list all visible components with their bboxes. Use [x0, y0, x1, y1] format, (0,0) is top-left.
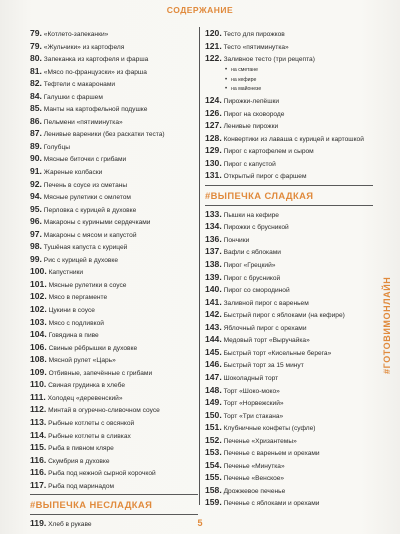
entry-title: Макароны с мясом и капустой [43, 231, 137, 239]
entry-title: Говядина в пиве [48, 332, 99, 340]
entry-page-number: 142. [205, 309, 222, 320]
contents-entry [30, 342, 198, 355]
contents-entry [30, 78, 198, 91]
contents-entry [205, 145, 380, 158]
contents-entry [205, 472, 380, 485]
entry-title: Дрожжевое печенье [223, 487, 286, 495]
entry-page-number: 102. [30, 291, 47, 302]
entry-page-number: 86. [30, 115, 42, 126]
entry-page-number: 87. [30, 128, 42, 139]
contents-entry [30, 179, 198, 192]
contents-entry [30, 304, 198, 317]
entry-page-number: 136. [205, 233, 222, 244]
entry-title: Печенье с яблоками и орехами [223, 500, 320, 508]
entry-title: «Котлето-запеканки» [43, 31, 109, 38]
contents-entry [205, 95, 380, 108]
contents-entry [205, 158, 380, 171]
contents-entry [30, 442, 198, 455]
entry-title: Хлеб в рукаве [48, 521, 92, 529]
contents-entry [205, 497, 380, 510]
contents-entry [205, 334, 380, 347]
contents-entry [30, 417, 198, 430]
entry-page-number: 134. [205, 221, 222, 232]
entry-page-number: 109. [30, 366, 47, 377]
entry-page-number: 79. [30, 28, 42, 38]
entry-title: Жареные колбаски [43, 169, 103, 177]
contents-entry [30, 367, 198, 380]
entry-title: Цукини в соусе [48, 307, 95, 315]
entry-page-number: 116. [30, 454, 47, 465]
contents-entry [30, 467, 198, 480]
entry-title: Тушёная капуста с курицей [43, 244, 128, 252]
entry-page-number: 103. [30, 316, 47, 327]
contents-entry [30, 53, 198, 66]
contents-entry [205, 297, 380, 310]
entry-title: Шоколадный торт [223, 374, 279, 382]
entry-page-number: 111. [30, 391, 46, 402]
entry-page-number: 99. [30, 253, 42, 264]
entry-title: Тесто для пирожков [223, 31, 285, 38]
contents-entry [30, 379, 198, 392]
contents-entry [30, 291, 198, 304]
entry-page-number: 106. [30, 341, 47, 352]
entry-page-number: 129. [205, 145, 222, 156]
entry-page-number: 159. [205, 497, 222, 508]
contents-entry [205, 284, 380, 297]
contents-entry [205, 460, 380, 473]
entry-title: Холодец «деревенский» [47, 394, 123, 402]
entry-page-number: 147. [205, 371, 222, 382]
entry-title: Печень в соусе из сметаны [43, 181, 128, 189]
section-heading: #ВЫПЕЧКА СЛАДКАЯ [205, 189, 314, 201]
entry-page-number: 112. [30, 404, 47, 415]
contents-entry [205, 359, 380, 372]
entry-title: Конвертики из лаваша с курицей и картошкой [223, 136, 364, 143]
contents-entry [30, 329, 198, 342]
entry-title: Ленивые вареники (без раскатки теста) [43, 131, 165, 139]
contents-entry [205, 209, 380, 222]
entry-title: Капустники [48, 269, 84, 277]
entry-page-number: 130. [205, 157, 222, 168]
entry-title: Голубцы [43, 143, 70, 151]
entry-page-number: 133. [205, 208, 222, 219]
entry-title: Пышки на кефире [223, 211, 279, 219]
entry-title: Вафли с яблоками [223, 249, 281, 257]
entry-page-number: 81. [30, 65, 42, 76]
entry-title: Скумбрия в духовке [48, 457, 110, 465]
entry-page-number: 89. [30, 140, 42, 151]
contents-title: СОДЕРЖАНИЕ [166, 5, 234, 15]
section-rule [30, 514, 198, 515]
entry-page-number: 146. [205, 359, 222, 370]
entry-title: Тефтели с макаронами [43, 81, 116, 89]
entry-title: Галушки с фаршем [43, 93, 103, 101]
entry-title: Печенье «Минутка» [223, 462, 285, 470]
contents-entry [205, 410, 380, 423]
entry-page-number: 150. [205, 409, 222, 420]
entry-title: Клубничные конфеты (суфле) [223, 425, 316, 433]
entry-page-number: 119. [30, 518, 47, 529]
entry-page-number: 85. [30, 103, 42, 114]
entry-page-number: 140. [205, 284, 222, 295]
contents-entry [30, 254, 198, 267]
section-rule [30, 494, 198, 495]
entry-page-number: 102. [30, 304, 47, 315]
contents-entry [205, 28, 380, 41]
contents-entry [30, 279, 198, 292]
entry-page-number: 120. [205, 28, 222, 38]
entry-page-number: 94. [30, 191, 42, 202]
entry-page-number: 144. [205, 334, 222, 345]
entry-page-number: 154. [205, 459, 222, 470]
contents-entry [30, 430, 198, 443]
entry-page-number: 117. [30, 479, 47, 490]
entry-page-number: 100. [30, 266, 47, 277]
contents-entry [30, 91, 198, 104]
contents-entry [205, 246, 380, 259]
entry-page-number: 141. [205, 296, 222, 307]
left-contents-column [30, 28, 198, 531]
entry-title: Отбивные, запечённые с грибами [48, 369, 153, 377]
entry-page-number: 145. [205, 346, 222, 357]
entry-title: Ленивые пирожки [223, 123, 279, 131]
entry-page-number: 101. [30, 278, 47, 289]
column-divider [199, 27, 200, 505]
entry-page-number: 92. [30, 178, 42, 189]
contents-entry [205, 422, 380, 435]
contents-entry [205, 41, 380, 54]
contents-entry [30, 41, 198, 54]
entry-page-number: 153. [205, 447, 222, 458]
entry-title: Медовый торт «Выручайка» [223, 337, 310, 345]
entry-page-number: 126. [205, 107, 222, 118]
entry-page-number: 127. [205, 120, 222, 131]
entry-page-number: 151. [205, 422, 222, 433]
contents-entry [205, 322, 380, 335]
entry-title: Пирог на сковороде [223, 110, 285, 118]
entry-page-number: 108. [30, 354, 47, 365]
entry-title: Пирожки с брусникой [223, 224, 289, 232]
contents-entry [30, 204, 198, 217]
contents-entry [30, 166, 198, 179]
right-contents-column [205, 28, 380, 510]
entry-page-number: 137. [205, 246, 222, 257]
section-rule [205, 205, 373, 206]
entry-page-number: 143. [205, 321, 222, 332]
entry-title: Торт «Норвежский» [223, 400, 284, 408]
entry-title: Мясные рулетики в соусе [48, 281, 127, 289]
entry-title: «Мясо по-французски» из фарша [43, 68, 147, 76]
entry-title: Быстрый торт «Кисельные берега» [223, 349, 332, 357]
contents-entry [30, 392, 198, 405]
entry-title: Быстрый торт за 15 минут [223, 362, 304, 370]
entry-page-number: 84. [30, 90, 42, 101]
contents-entry [30, 28, 198, 41]
entry-page-number: 115. [30, 442, 47, 453]
entry-title: «Жульчики» из картофеля [43, 43, 125, 51]
entry-page-number: 122. [205, 53, 222, 64]
entry-title: Пельмени «пятиминутка» [43, 118, 123, 126]
entry-title: Свиные рёбрышки в духовке [48, 344, 138, 352]
contents-entry [205, 221, 380, 234]
entry-page-number: 124. [205, 95, 222, 106]
entry-title: Печенье «Венское» [223, 475, 285, 483]
entry-page-number: 138. [205, 259, 222, 270]
entry-page-number: 152. [205, 434, 222, 445]
contents-entry [205, 272, 380, 285]
entry-title: Пирог со смородиной [223, 287, 290, 295]
entry-page-number: 149. [205, 397, 222, 408]
entry-title: Минтай в огуречно-сливочном соусе [48, 407, 160, 415]
contents-entry [30, 241, 198, 254]
entry-page-number: 95. [30, 203, 42, 214]
contents-entry [205, 133, 380, 145]
entry-page-number: 104. [30, 329, 47, 340]
entry-title: Рис с курицей в духовке [43, 256, 119, 264]
entry-page-number: 80. [30, 53, 42, 64]
entry-title: Рыба под маринадом [48, 482, 115, 490]
contents-entry [205, 385, 380, 398]
entry-title: Мясо в пергаменте [48, 294, 108, 302]
entry-page-number: 128. [205, 133, 222, 143]
contents-entry [30, 191, 198, 204]
side-hashtag: #ГОТОВИМОНЛАЙН [382, 276, 392, 374]
entry-title: Перловка с курицей в духовке [43, 206, 137, 214]
contents-entry [205, 259, 380, 272]
entry-title: Пончики [223, 236, 250, 244]
contents-entry [30, 266, 198, 279]
entry-page-number: 113. [30, 416, 47, 427]
entry-page-number: 121. [205, 40, 222, 51]
entry-title: Печенье с вареньем и орехами [223, 450, 320, 458]
entry-title: Пирожки-лепёшки [223, 98, 280, 106]
contents-entry [30, 153, 198, 166]
entry-title: Мясные биточки с грибами [43, 156, 127, 164]
entry-page-number: 155. [205, 472, 222, 483]
entry-page-number: 98. [30, 241, 42, 252]
entry-title: Макароны с куриными сердечками [43, 219, 151, 227]
entry-title: Заливной пирог с вареньем [223, 299, 309, 307]
contents-entry [30, 480, 198, 493]
entry-page-number: 97. [30, 228, 42, 239]
contents-entry [205, 170, 380, 183]
contents-entry [30, 354, 198, 367]
entry-page-number: 116. [30, 467, 47, 478]
entry-title: Торт «Шоко-моко» [223, 387, 280, 395]
page-number: 5 [197, 518, 203, 528]
contents-entry [30, 317, 198, 330]
entry-page-number: 114. [30, 429, 47, 440]
entry-title: Мясо с подливкой [48, 319, 104, 327]
contents-entry [30, 66, 198, 79]
contents-entry [30, 229, 198, 242]
entry-page-number: 131. [205, 170, 222, 181]
contents-entry [205, 435, 380, 448]
entry-title: Рыбные котлеты с овсянкой [48, 419, 135, 427]
entry-page-number: 110. [30, 379, 47, 390]
contents-entry [205, 120, 380, 133]
entry-title: Пирог с картофелем и сыром [223, 148, 314, 156]
entry-title: Пирог «Грецкий» [223, 262, 276, 270]
contents-subitem: • на кефире [205, 76, 380, 86]
entry-page-number: 82. [30, 78, 42, 89]
contents-entry [30, 116, 198, 129]
contents-entry [30, 141, 198, 154]
entry-page-number: 91. [30, 166, 42, 177]
entry-page-number: 96. [30, 216, 42, 227]
entry-title: Пирог с брусникой [223, 274, 281, 282]
entry-title: Манты на картофельной подушке [43, 106, 148, 114]
entry-title: Мясной рулет «Царь» [48, 357, 116, 365]
contents-entry [30, 128, 198, 141]
contents-entry [205, 397, 380, 410]
entry-title: Свиная грудинка в хлебе [48, 382, 125, 390]
contents-entry [30, 404, 198, 417]
contents-entry [30, 455, 198, 468]
entry-page-number: 148. [205, 384, 222, 395]
entry-title: Яблочный пирог с орехами [223, 324, 307, 332]
entry-title: Заливное тесто (три рецепта) [223, 56, 315, 64]
contents-entry [205, 108, 380, 121]
entry-title: Рыба под нежной сырной корочкой [48, 470, 156, 478]
entry-page-number: 90. [30, 153, 42, 164]
contents-entry [205, 309, 380, 322]
contents-subitem: • на сметане [205, 66, 380, 76]
contents-subitem: • на майонезе [205, 85, 380, 95]
contents-entry [205, 447, 380, 460]
contents-entry [205, 234, 380, 247]
entry-title: Тесто «пятиминутка» [223, 43, 289, 51]
entry-page-number: 158. [205, 484, 222, 495]
section-heading: #ВЫПЕЧКА НЕСЛАДКАЯ [30, 499, 153, 511]
contents-entry [30, 103, 198, 116]
entry-page-number: 79. [30, 40, 42, 51]
entry-title: Мясные рулетики с омлетом [43, 194, 131, 202]
contents-entry [205, 485, 380, 498]
entry-title: Торт «Три стакана» [223, 412, 284, 420]
contents-entry [30, 216, 198, 229]
entry-page-number: 139. [205, 271, 222, 282]
entry-title: Пирог с капустой [223, 160, 276, 168]
contents-entry [205, 347, 380, 360]
entry-title: Запеканка из картофеля и фарша [43, 56, 149, 64]
entry-title: Рыбные котлеты в сливках [48, 432, 131, 440]
entry-title: Открытый пирог с фаршем [223, 173, 307, 181]
entry-title: Печенье «Хризантемы» [223, 437, 297, 445]
section-rule [205, 185, 373, 186]
entry-title: Быстрый пирог с яблоками (на кефире) [223, 312, 345, 320]
contents-entry [205, 372, 380, 385]
entry-title: Рыба в пивном кляре [48, 445, 114, 453]
contents-entry [205, 53, 380, 66]
